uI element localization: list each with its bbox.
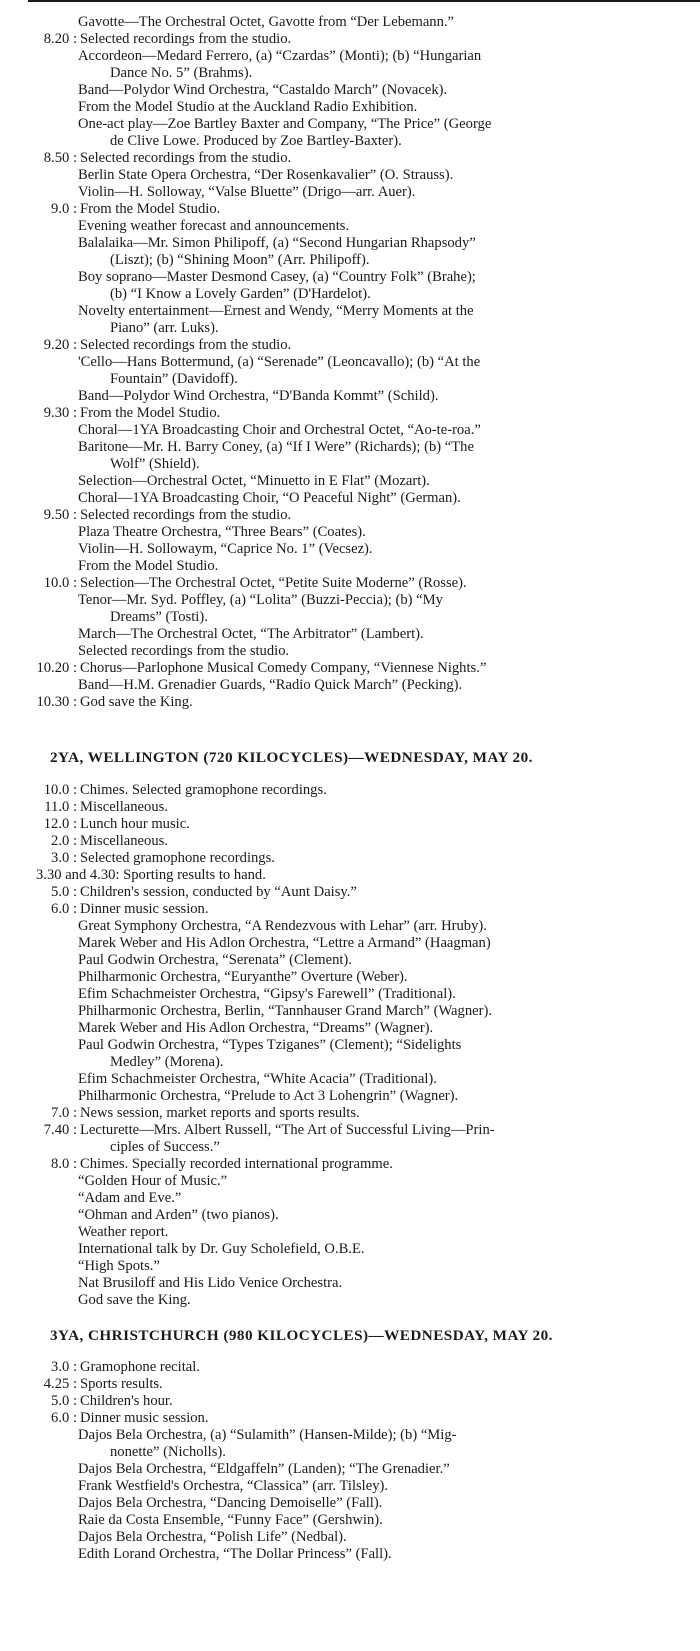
program-line (0, 65, 700, 82)
time-label: 4.25 : (43, 1376, 77, 1392)
program-line (0, 1122, 700, 1139)
program-text: nonette” (Nicholls). (110, 1444, 226, 1460)
program-line (0, 507, 700, 524)
program-line (0, 524, 700, 541)
program-text: (Liszt); (b) “Shining Moon” (Arr. Philipoff). (110, 252, 370, 268)
program-text: Novelty entertainment—Ernest and Wendy, “Merry Moments at the (78, 303, 474, 319)
program-line (0, 48, 700, 65)
program-text: Sports results. (80, 1376, 163, 1392)
program-text: “Ohman and Arden” (two pianos). (78, 1207, 279, 1223)
program-line (0, 218, 700, 235)
program-text: Dreams” (Tosti). (110, 609, 208, 625)
section-2ya-heading: 2YA, WELLINGTON (720 KILOCYCLES)—WEDNESDAY, MAY 20. (50, 749, 533, 766)
program-text: Evening weather forecast and announcements. (78, 218, 350, 234)
program-text: Gramophone recital. (80, 1359, 200, 1375)
program-text: ciples of Success.” (110, 1139, 220, 1155)
program-line (0, 1258, 700, 1275)
time-label: 8.0 : (51, 1156, 77, 1172)
program-text: Raie da Costa Ensemble, “Funny Face” (Gershwin). (78, 1512, 383, 1528)
program-line (0, 867, 700, 884)
program-line (0, 235, 700, 252)
time-label: 6.0 : (51, 1410, 77, 1426)
program-line (0, 575, 700, 592)
program-line (0, 816, 700, 833)
program-line (0, 1478, 700, 1495)
program-line (0, 935, 700, 952)
program-line (0, 986, 700, 1003)
program-text: From the Model Studio. (80, 201, 221, 217)
program-line (0, 1529, 700, 1546)
program-line (0, 456, 700, 473)
time-label: 12.0 : (43, 816, 77, 832)
program-text: Frank Westfield's Orchestra, “Classica” (arr. Tilsley). (78, 1478, 389, 1494)
program-line (0, 1173, 700, 1190)
program-text: Band—Polydor Wind Orchestra, “D'Banda Kommt” (Schild). (78, 388, 439, 404)
program-line (0, 82, 700, 99)
program-line (0, 337, 700, 354)
program-text: Great Symphony Orchestra, “A Rendezvous with Lehar” (arr. Hruby). (78, 918, 487, 934)
program-line (0, 422, 700, 439)
program-line (0, 643, 700, 660)
time-label: 10.30 : (36, 694, 77, 710)
time-label: 10.20 : (36, 660, 77, 676)
program-text: Dajos Bela Orchestra, “Polish Life” (Nedbal). (78, 1529, 347, 1545)
program-line (0, 31, 700, 48)
program-text: March—The Orchestral Octet, “The Arbitrator” (Lambert). (78, 626, 424, 642)
program-line (0, 99, 700, 116)
program-line (0, 558, 700, 575)
program-line (0, 850, 700, 867)
program-text: “High Spots.” (78, 1258, 160, 1274)
program-text: Berlin State Opera Orchestra, “Der Rosenkavalier” (O. Strauss). (78, 167, 454, 183)
program-text: Miscellaneous. (80, 833, 168, 849)
program-line (0, 1088, 700, 1105)
program-text: Accordeon—Medard Ferrero, (a) “Czardas” (Monti); (b) “Hungarian (78, 48, 482, 64)
program-line (0, 1376, 700, 1393)
program-text: News session, market reports and sports results. (80, 1105, 360, 1121)
time-label: 8.50 : (43, 150, 77, 166)
program-line (0, 1105, 700, 1122)
program-text: One-act play—Zoe Bartley Baxter and Company, “The Price” (George (78, 116, 492, 132)
program-text: Medley” (Morena). (110, 1054, 224, 1070)
time-label: 7.0 : (51, 1105, 77, 1121)
program-text: International talk by Dr. Guy Scholefield, O.B.E. (78, 1241, 365, 1257)
section-2ya-lines (0, 782, 700, 1309)
time-label: 9.30 : (43, 405, 77, 421)
program-text: Efim Schachmeister Orchestra, “White Acacia” (Traditional). (78, 1071, 437, 1087)
program-text: From the Model Studio at the Auckland Radio Exhibition. (78, 99, 418, 115)
program-text: Chorus—Parlophone Musical Comedy Company, “Viennese Nights.” (80, 660, 487, 676)
program-text: Nat Brusiloff and His Lido Venice Orchestra. (78, 1275, 343, 1291)
program-line (0, 782, 700, 799)
program-text: Children's hour. (80, 1393, 173, 1409)
program-line (0, 1461, 700, 1478)
program-line (0, 1003, 700, 1020)
program-text: Band—Polydor Wind Orchestra, “Castaldo March” (Novacek). (78, 82, 448, 98)
program-text: Balalaika—Mr. Simon Philipoff, (a) “Second Hungarian Rhapsody” (78, 235, 476, 251)
program-text: Selection—Orchestral Octet, “Minuetto in E Flat” (Mozart). (78, 473, 430, 489)
program-line (0, 1224, 700, 1241)
time-label: 6.0 : (51, 901, 77, 917)
program-text: Selected recordings from the studio. (80, 337, 292, 353)
program-line (0, 626, 700, 643)
section-2ya (0, 749, 700, 1309)
program-text: Philharmonic Orchestra, “Euryanthe” Overture (Weber). (78, 969, 408, 985)
program-text: Lecturette—Mrs. Albert Russell, “The Art of Successful Living—Prin- (80, 1122, 495, 1138)
program-line (0, 1156, 700, 1173)
program-text: Marek Weber and His Adlon Orchestra, “Lettre a Armand” (Haagman) (78, 935, 491, 951)
program-text: Selected recordings from the studio. (80, 507, 292, 523)
program-text: Efim Schachmeister Orchestra, “Gipsy's Farewell” (Traditional). (78, 986, 456, 1002)
program-text: Violin—H. Solloway, “Valse Bluette” (Drigo—arr. Auer). (78, 184, 416, 200)
program-line (0, 592, 700, 609)
program-text: Chimes. Specially recorded international programme. (80, 1156, 393, 1172)
program-text: Paul Godwin Orchestra, “Serenata” (Clement). (78, 952, 352, 968)
program-line (0, 952, 700, 969)
program-text: “Golden Hour of Music.” (78, 1173, 228, 1189)
program-line (0, 884, 700, 901)
program-text: Selected recordings from the studio. (78, 643, 290, 659)
program-line (0, 1427, 700, 1444)
program-text: 3.30 and 4.30: Sporting results to hand. (36, 867, 266, 883)
program-text: God save the King. (78, 1292, 191, 1308)
program-text: Children's session, conducted by “Aunt Daisy.” (80, 884, 357, 900)
program-text: Boy soprano—Master Desmond Casey, (a) “Country Folk” (Brahe); (78, 269, 476, 285)
section-2ya-heading-row (0, 749, 700, 769)
program-text: “Adam and Eve.” (78, 1190, 182, 1206)
section-3ya-lines (0, 1359, 700, 1563)
program-text: Dajos Bela Orchestra, “Eldgaffeln” (Landen); “The Grenadier.” (78, 1461, 450, 1477)
program-line (0, 609, 700, 626)
program-line (0, 1444, 700, 1461)
program-line (0, 1393, 700, 1410)
program-text: 'Cello—Hans Bottermund, (a) “Serenade” (Leoncavallo); (b) “At the (78, 354, 481, 370)
program-text: Weather report. (78, 1224, 169, 1240)
program-text: Dinner music session. (80, 901, 209, 917)
program-line (0, 799, 700, 816)
time-label: 5.0 : (51, 1393, 77, 1409)
program-line (0, 167, 700, 184)
program-text: Selected recordings from the studio. (80, 31, 292, 47)
program-line (0, 694, 700, 711)
program-text: Dajos Bela Orchestra, “Dancing Demoiselle” (Fall). (78, 1495, 383, 1511)
program-line (0, 1359, 700, 1376)
program-text: Plaza Theatre Orchestra, “Three Bears” (Coates). (78, 524, 366, 540)
program-line (0, 918, 700, 935)
program-line (0, 660, 700, 677)
program-line (0, 1139, 700, 1156)
program-text: (b) “I Know a Lovely Garden” (D'Hardelot). (110, 286, 371, 302)
program-line (0, 1546, 700, 1563)
time-label: 10.0 : (43, 782, 77, 798)
time-label: 10.0 : (43, 575, 77, 591)
program-line (0, 303, 700, 320)
program-line (0, 1054, 700, 1071)
program-text: Paul Godwin Orchestra, “Types Tziganes” (Clement); “Sidelights (78, 1037, 462, 1053)
top-rule (28, 0, 700, 2)
program-line (0, 1512, 700, 1529)
program-text: Violin—H. Sollowaym, “Caprice No. 1” (Vecsez). (78, 541, 373, 557)
program-text: Piano” (arr. Luks). (110, 320, 219, 336)
section-3ya-heading-row (0, 1327, 700, 1347)
program-line (0, 354, 700, 371)
program-line (0, 320, 700, 337)
program-line (0, 1495, 700, 1512)
time-label: 9.20 : (43, 337, 77, 353)
program-line (0, 116, 700, 133)
program-text: Choral—1YA Broadcasting Choir and Orchestral Octet, “Ao-te-roa.” (78, 422, 481, 438)
program-line (0, 833, 700, 850)
program-line (0, 286, 700, 303)
program-line (0, 541, 700, 558)
time-label: 9.50 : (43, 507, 77, 523)
program-text: God save the King. (80, 694, 193, 710)
program-line (0, 1410, 700, 1427)
program-line (0, 1190, 700, 1207)
time-label: 11.0 : (44, 799, 77, 815)
program-text: Marek Weber and His Adlon Orchestra, “Dreams” (Wagner). (78, 1020, 434, 1036)
program-text: Chimes. Selected gramophone recordings. (80, 782, 327, 798)
time-label: 7.40 : (43, 1122, 77, 1138)
program-line (0, 439, 700, 456)
program-line (0, 1020, 700, 1037)
program-text: Gavotte—The Orchestral Octet, Gavotte from “Der Lebemann.” (78, 14, 455, 30)
program-line (0, 677, 700, 694)
program-line (0, 269, 700, 286)
program-line (0, 1037, 700, 1054)
program-text: Dajos Bela Orchestra, (a) “Sulamith” (Hansen-Milde); (b) “Mig- (78, 1427, 457, 1443)
program-text: From the Model Studio. (78, 558, 219, 574)
program-line (0, 184, 700, 201)
program-text: Miscellaneous. (80, 799, 168, 815)
program-line (0, 473, 700, 490)
program-text: Tenor—Mr. Syd. Poffley, (a) “Lolita” (Buzzi-Peccia); (b) “My (78, 592, 443, 608)
time-label: 3.0 : (51, 850, 77, 866)
program-line (0, 1207, 700, 1224)
program-text: Dinner music session. (80, 1410, 209, 1426)
program-text: de Clive Lowe. Produced by Zoe Bartley-Baxter). (110, 133, 402, 149)
program-text: Dance No. 5” (Brahms). (110, 65, 253, 81)
program-text: Baritone—Mr. H. Barry Coney, (a) “If I Were” (Richards); (b) “The (78, 439, 474, 455)
program-line (0, 1292, 700, 1309)
program-line (0, 133, 700, 150)
time-label: 5.0 : (51, 884, 77, 900)
section-1ya (0, 14, 700, 711)
program-line (0, 371, 700, 388)
time-label: 8.20 : (43, 31, 77, 47)
program-text: Fountain” (Davidoff). (110, 371, 238, 387)
program-line (0, 388, 700, 405)
program-text: Philharmonic Orchestra, Berlin, “Tannhauser Grand March” (Wagner). (78, 1003, 492, 1019)
program-line (0, 14, 700, 31)
program-text: Band—H.M. Grenadier Guards, “Radio Quick March” (Pecking). (78, 677, 463, 693)
program-line (0, 1241, 700, 1258)
section-3ya-heading: 3YA, CHRISTCHURCH (980 KILOCYCLES)—WEDNESDAY, MAY 20. (50, 1327, 553, 1344)
program-text: Selected gramophone recordings. (80, 850, 275, 866)
program-text: Choral—1YA Broadcasting Choir, “O Peaceful Night” (German). (78, 490, 461, 506)
program-line (0, 1071, 700, 1088)
time-label: 9.0 : (51, 201, 77, 217)
program-line (0, 901, 700, 918)
program-line (0, 201, 700, 218)
time-label: 2.0 : (51, 833, 77, 849)
program-line (0, 150, 700, 167)
program-line (0, 969, 700, 986)
program-text: From the Model Studio. (80, 405, 221, 421)
section-3ya (0, 1327, 700, 1563)
program-text: Wolf” (Shield). (110, 456, 200, 472)
program-text: Philharmonic Orchestra, “Prelude to Act 3 Lohengrin” (Wagner). (78, 1088, 459, 1104)
program-line (0, 1275, 700, 1292)
program-text: Lunch hour music. (80, 816, 190, 832)
program-line (0, 490, 700, 507)
program-line (0, 405, 700, 422)
program-text: Edith Lorand Orchestra, “The Dollar Princess” (Fall). (78, 1546, 392, 1562)
time-label: 3.0 : (51, 1359, 77, 1375)
program-text: Selected recordings from the studio. (80, 150, 292, 166)
program-line (0, 252, 700, 269)
program-text: Selection—The Orchestral Octet, “Petite Suite Moderne” (Rosse). (80, 575, 467, 591)
